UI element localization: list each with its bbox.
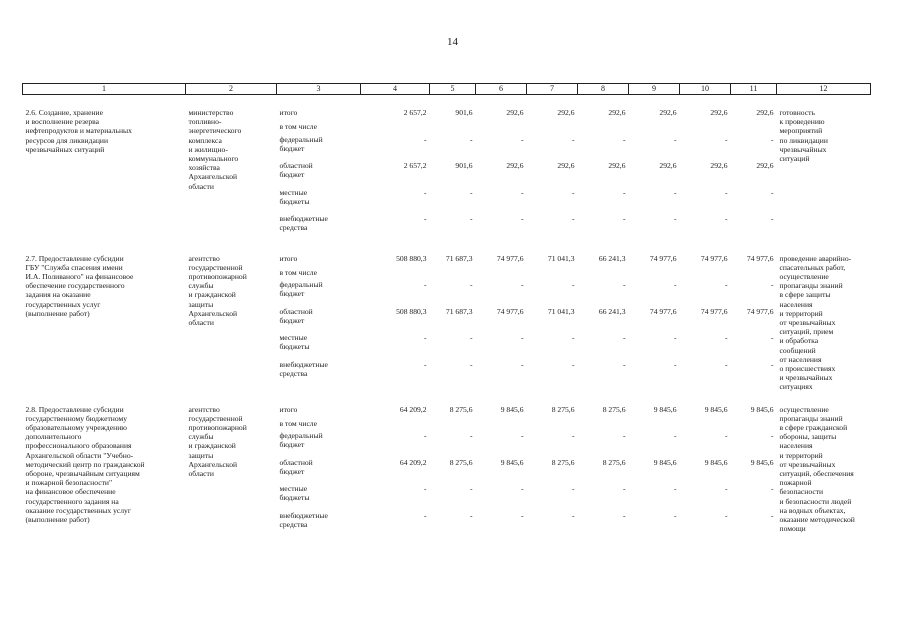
funding-source-label: федеральный бюджет [279,431,323,450]
amount-value: - [571,333,575,342]
funding-source-label: местные бюджеты [279,333,310,352]
amount-value: - [724,187,728,197]
amount-value: - [520,431,524,441]
amount-value: - [622,431,626,441]
funding-source-label: местные бюджеты [279,484,310,503]
amount-column [527,108,578,241]
amount-column [476,254,527,392]
amount-column [629,108,680,241]
amount-column [476,108,527,241]
amount-value: 508 880,3 [396,306,427,316]
amount-value: - [423,187,427,197]
amount-value [527,419,578,432]
amount-column [578,254,629,392]
amount-value: 9 845,6 [750,457,774,467]
amount-value: - [622,280,626,289]
amount-column [430,405,476,538]
amount-value: - [520,510,524,520]
amount-value: - [724,510,728,520]
row-spacer [23,392,871,405]
amount-column [680,254,731,392]
amount-value: - [423,214,427,223]
column-number: 2 [186,84,277,95]
amount-value: - [622,484,626,494]
amount-column [361,108,430,241]
activity-description: 2.6. Создание, хранение и восполнение резерва нефтепродуктов и материальных ресурсов для ликвидации чрезвычайных ситуаций [25,108,132,154]
amount-value: 74 977,6 [496,306,524,316]
amount-value: 292,6 [506,161,524,170]
amount-value: - [520,484,524,494]
amount-value: 74 977,6 [746,253,774,263]
amount-value: - [622,134,626,144]
amount-value: 74 977,6 [649,253,677,263]
column-number: 1 [23,84,186,95]
funding-source-label: областной бюджет [279,457,313,476]
amount-value: 292,6 [557,161,575,170]
amount-value [629,419,680,432]
funding-source-label: в том числе [279,418,317,428]
amount-value: 71 687,3 [445,253,473,263]
amount-value: - [423,134,427,144]
amount-value: 9 845,6 [704,457,728,467]
amount-value: 292,6 [710,161,728,170]
amount-value: - [469,484,473,494]
amount-column [578,108,629,241]
amount-value: - [423,280,427,289]
amount-value: - [770,359,774,369]
amount-column [680,108,731,241]
amount-value: 64 209,2 [399,404,427,414]
amount-value: 292,6 [756,108,774,117]
activity-description: 2.7. Предоставление субсидии ГБУ "Служба спасения имени И.А. Поливаного" на финансовое обеспечение государственного задания на оказание государственных услуг (выполнение работ) [25,253,134,318]
amount-value [476,419,527,432]
amount-value [680,419,731,432]
amount-value: - [571,214,575,223]
amount-column [430,108,476,241]
amount-value: - [520,280,524,289]
amount-column [527,254,578,392]
amount-value [527,122,578,135]
amount-value: - [770,484,774,494]
amount-value [430,419,476,432]
amount-value [731,268,777,281]
amount-value [680,122,731,135]
amount-value: - [469,187,473,197]
amount-value: 292,6 [608,161,626,170]
amount-value: - [423,484,427,494]
amount-value: - [724,280,728,289]
amount-value: 9 845,6 [704,404,728,414]
funding-source-label: в том числе [279,267,317,277]
funding-source-label: местные бюджеты [279,187,310,206]
amount-value [680,268,731,281]
amount-value: 9 845,6 [500,457,524,467]
amount-value: - [469,359,473,369]
amount-value: - [770,510,774,520]
amount-value: - [571,510,575,520]
table-row [23,254,871,392]
responsible-executor: министерство топливно- энергетического комплекса и жилищно- коммунального хозяйства Архангельской области [188,108,242,191]
amount-value: 292,6 [756,161,774,170]
amount-value: - [770,134,774,144]
amount-column [680,405,731,538]
amount-value: 8 275,6 [449,457,473,467]
amount-value: - [571,359,575,369]
amount-column [629,405,680,538]
column-number: 12 [777,84,871,95]
table-row [23,405,871,538]
amount-value: - [423,431,427,441]
amount-column [476,405,527,538]
amount-value: - [469,510,473,520]
amount-value: - [673,484,677,494]
amount-value [361,419,430,432]
amount-value: 9 845,6 [653,404,677,414]
amount-value [527,268,578,281]
amount-value: - [673,134,677,144]
funding-source-label: итого [279,108,298,117]
amount-value: - [469,134,473,144]
amount-value [361,268,430,281]
responsible-executor: агентство государственной противопожарной службы и гражданской защиты Архангельской области [188,253,247,327]
amount-value: 292,6 [506,108,524,117]
amount-value: - [571,280,575,289]
amount-value [731,122,777,135]
amount-value: 71 041,3 [547,306,575,316]
funding-source-label: областной бюджет [279,161,313,180]
amount-value: 74 977,6 [700,306,728,316]
amount-value: 508 880,3 [396,253,427,263]
amount-value [731,419,777,432]
amount-value [430,122,476,135]
amount-column [527,405,578,538]
amount-column [430,254,476,392]
responsible-executor: агентство государственной противопожарной службы и гражданской защиты Архангельской области [188,404,247,478]
amount-column [629,254,680,392]
funding-sources [277,254,361,392]
amount-value: 8 275,6 [551,404,575,414]
amount-value: - [673,359,677,369]
amount-value: 292,6 [608,108,626,117]
amount-value: 9 845,6 [653,457,677,467]
amount-value: 2 657,2 [403,108,427,117]
funding-source-label: внебюджетные средства [279,214,328,233]
amount-value: - [724,134,728,144]
amount-value [361,122,430,135]
column-number: 7 [527,84,578,95]
amount-value: - [622,510,626,520]
amount-value: 292,6 [710,108,728,117]
amount-value: 74 977,6 [700,253,728,263]
amount-column [361,254,430,392]
program-table [22,83,871,537]
amount-value [476,268,527,281]
amount-value: 74 977,6 [496,253,524,263]
column-number: 11 [731,84,777,95]
amount-value: - [622,333,626,342]
amount-value: - [622,359,626,369]
amount-value: 9 845,6 [500,404,524,414]
amount-value: 8 275,6 [602,404,626,414]
amount-value: - [673,333,677,342]
amount-value: 901,6 [455,108,473,117]
amount-value: - [724,214,728,223]
amount-value: 74 977,6 [746,306,774,316]
amount-value: - [520,359,524,369]
amount-value: - [770,214,774,223]
amount-value: - [673,510,677,520]
amount-value: - [571,187,575,197]
amount-value: 2 657,2 [403,161,427,170]
column-number: 4 [361,84,430,95]
amount-value: 71 687,3 [445,306,473,316]
column-number: 5 [430,84,476,95]
amount-value: - [770,431,774,441]
amount-value: 292,6 [659,161,677,170]
amount-value: - [770,333,774,342]
column-number: 9 [629,84,680,95]
amount-value: - [520,333,524,342]
amount-value: - [770,187,774,197]
amount-value: 8 275,6 [551,457,575,467]
amount-value: 66 241,3 [598,253,626,263]
amount-value [629,122,680,135]
amount-column [731,108,777,241]
expected-result: проведение аварийно- спасательных работ, осуществление пропаганды знаний в сфере защиты населения и территорий от чрезвычайных ситуаций, прием и обработка сообщений от населения о происшествиях и чрезвычайных ситуациях [779,253,852,392]
funding-source-label: итого [279,404,298,414]
amount-value [578,268,629,281]
amount-value: - [469,214,473,223]
amount-value: 8 275,6 [449,404,473,414]
amount-value: - [622,214,626,223]
funding-source-label: областной бюджет [279,306,313,325]
amount-value: - [469,280,473,289]
amount-value: - [571,431,575,441]
amount-value: 74 977,6 [649,306,677,316]
amount-value: - [673,280,677,289]
funding-source-label: федеральный бюджет [279,280,323,299]
amount-value: - [673,187,677,197]
amount-value: - [423,333,427,342]
amount-value: 292,6 [659,108,677,117]
funding-source-label: внебюджетные средства [279,359,328,378]
amount-value: - [673,431,677,441]
funding-source-label: внебюджетные средства [279,510,328,529]
amount-value: 9 845,6 [750,404,774,414]
amount-value: - [571,134,575,144]
amount-value: 901,6 [455,161,473,170]
amount-column [731,254,777,392]
amount-value [430,268,476,281]
funding-sources [277,405,361,538]
column-number: 3 [277,84,361,95]
amount-column [578,405,629,538]
row-spacer [23,95,871,109]
amount-value: - [724,333,728,342]
amount-value: - [423,510,427,520]
amount-value [578,419,629,432]
amount-value: - [724,359,728,369]
column-number: 6 [476,84,527,95]
funding-sources [277,108,361,241]
amount-value: - [571,484,575,494]
funding-source-label: итого [279,253,298,263]
amount-value: - [520,134,524,144]
column-number-row [23,84,871,95]
amount-value [578,122,629,135]
expected-result: готовность к проведению мероприятий по ликвидации чрезвычайных ситуаций [779,108,828,164]
amount-value: - [423,359,427,369]
amount-value: 66 241,3 [598,306,626,316]
amount-value: 292,6 [557,108,575,117]
amount-value: - [469,333,473,342]
row-spacer [23,241,871,254]
column-number: 10 [680,84,731,95]
funding-source-label: федеральный бюджет [279,134,323,153]
amount-value: - [770,280,774,289]
amount-value: - [520,187,524,197]
amount-value: - [469,431,473,441]
amount-value: - [724,431,728,441]
table-row [23,108,871,241]
amount-column [361,405,430,538]
column-number: 8 [578,84,629,95]
activity-description: 2.8. Предоставление субсидии государственному бюджетному образовательному учреждению дополнительного профессионального образования Архангельской области "Учебно- методический центр по гражданской обороне, чрезвычайным ситуациям и пожарной безопасности" на финансовое обеспечение государственного задания на оказание государственных услуг (выполнение работ) [25,404,145,524]
amount-value: - [622,187,626,197]
amount-value: - [520,214,524,223]
amount-column [731,405,777,538]
amount-value: - [724,484,728,494]
funding-source-label: в том числе [279,122,317,131]
amount-value: 71 041,3 [547,253,575,263]
amount-value: 8 275,6 [602,457,626,467]
expected-result: осуществление пропаганды знаний в сфере гражданской обороны, защиты населения и территорий от чрезвычайных ситуаций, обеспечения пожарной безопасности и безопасности людей на водных объектах, оказание методической помощи [779,404,855,534]
amount-value [629,268,680,281]
amount-value [476,122,527,135]
amount-value: - [673,214,677,223]
amount-value: 64 209,2 [399,457,427,467]
page-number: 14 [447,36,458,48]
